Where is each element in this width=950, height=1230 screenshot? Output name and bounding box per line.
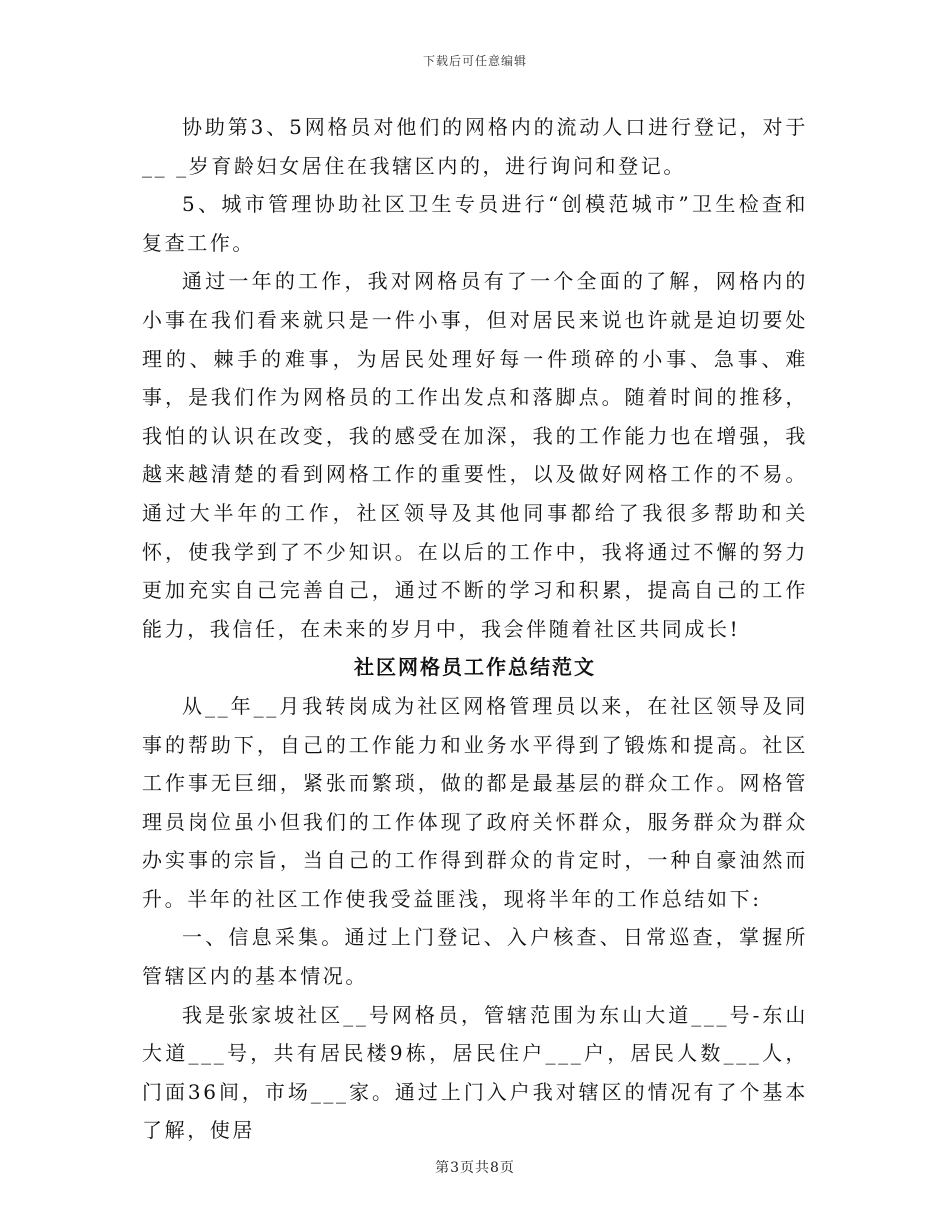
- paragraph-4: 从__年__月我转岗成为社区网格管理员以来，在社区领导及同事的帮助下，自己的工作能力和业务水平得到了锻炼和提高。社区工作事无巨细，紧张而繁琐，做的都是最基层的群众工作。网格管理员岗位虽小但我们的工作体现了政府关怀群众，服务群众为群众办实事的宗旨，当自己的工作得到群众的肯定时，一种自豪油然而升。半年的社区工作使我受益匪浅，现将半年的工作总结如下:: [142, 693, 808, 911]
- page-footer: 第3页共8页: [435, 1160, 515, 1176]
- paragraph-3: 通过一年的工作，我对网格员有了一个全面的了解，网格内的小事在我们看来就只是一件小事，但对居民来说也许就是迫切要处理的、棘手的难事，为居民处理好每一件琐碎的小事、急事、难事，是我们作为网格员的工作出发点和落脚点。随着时间的推移，我怕的认识在改变，我的感受在加深，我的工作能力也在增强，我越来越清楚的看到网格工作的重要性，以及做好网格工作的不易。通过大半年的工作，社区领导及其他同事都给了我很多帮助和关怀，使我学到了不少知识。在以后的工作中，我将通过不懈的努力更加充实自己完善自己，通过不断的学习和积累，提高自己的工作能力，我信任，在未来的岁月中，我会伴随着社区共同成长!: [142, 269, 808, 641]
- paragraph-6: 我是张家坡社区__号网格员，管辖范围为东山大道___号-东山大道___号，共有居民楼9栋，居民住户___户，居民人数___人，门面36间，市场___家。通过上门入户我对辖区的情况有了个基本了解，使居: [142, 1002, 808, 1143]
- paragraph-2: 5、城市管理协助社区卫生专员进行“创模范城市”卫生检查和复查工作。: [142, 192, 808, 255]
- document-body: [142, 108, 808, 1150]
- paragraph-5: 一、信息采集。通过上门登记、入户核查、日常巡查，掌握所管辖区内的基本情况。: [142, 925, 808, 989]
- page-header: 下载后可任意编辑: [422, 54, 527, 68]
- section-title: 社区网格员工作总结范文: [354, 655, 596, 680]
- paragraph-1: 协助第3、5网格员对他们的网格内的流动人口进行登记，对于__ _岁育龄妇女居住在我辖区内的，进行询问和登记。: [142, 115, 808, 178]
